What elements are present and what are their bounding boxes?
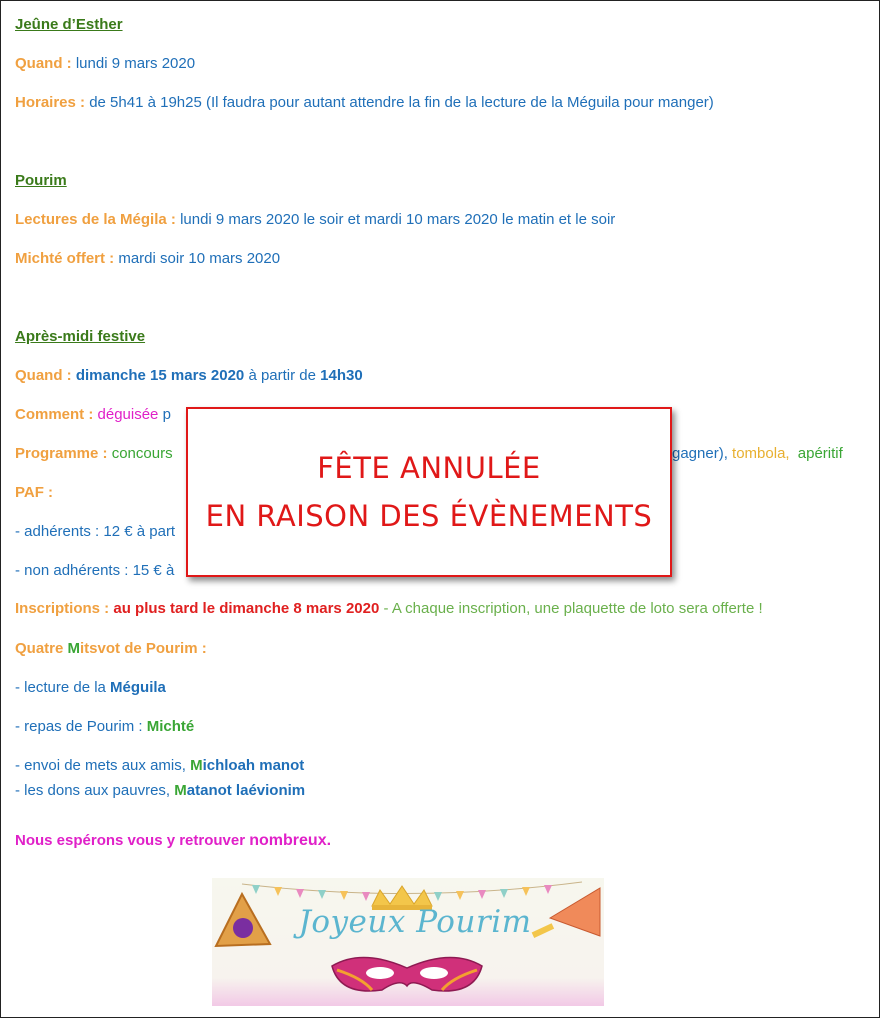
cancellation-notice: [186, 407, 672, 577]
festive-adherents-line: - adhérents : 12 € à part: [15, 523, 176, 540]
banner-title: Joyeux Pourim: [298, 904, 532, 940]
cancellation-line-2: EN RAISON DES ÉVÈNEMENTS: [205, 499, 653, 533]
festive-non-adherents-line: - non adhérents : 15 € à: [15, 562, 175, 579]
festive-quand-line: Quand : dimanche 15 mars 2020 à partir de 14h30: [15, 367, 363, 384]
festive-programme-line: Programme : concours: [15, 445, 173, 462]
festive-inscriptions-line: Inscriptions : au plus tard le dimanche 8 mars 2020 - A chaque inscription, une plaquette de loto sera offerte !: [15, 600, 763, 617]
esther-section-title: Jeûne d’Esther: [15, 16, 123, 33]
festive-comment-line: Comment : déguisée p: [15, 406, 171, 423]
mitsvot-item-repas: - repas de Pourim : Michté: [15, 718, 195, 735]
esther-quand-line: Quand : lundi 9 mars 2020: [15, 55, 196, 72]
mitsvot-item-lecture: - lecture de la Méguila: [15, 679, 166, 696]
mitsvot-item-dons: - les dons aux pauvres, Matanot laévionim: [15, 782, 306, 799]
festive-section-title: Après-midi festive: [15, 328, 146, 345]
esther-horaires-line: Horaires : de 5h41 à 19h25 (Il faudra pour autant attendre la fin de la lecture de la Méguila pour manger): [15, 94, 714, 111]
banner-decoration: [212, 878, 604, 1006]
pourim-lectures-line: Lectures de la Mégila : lundi 9 mars 2020 le soir et mardi 10 mars 2020 le matin et le soir: [15, 211, 616, 228]
cancellation-line-1: FÊTE ANNULÉE: [317, 451, 541, 485]
closing-line: Nous espérons vous y retrouver nombreux.: [15, 832, 332, 849]
joyeux-pourim-banner: [212, 878, 604, 1006]
mitsvot-title: Quatre Mitsvot de Pourim :: [15, 640, 207, 657]
festive-programme-tail: gagner), tombola, apéritif: [672, 445, 843, 462]
pourim-section-title: Pourim: [15, 172, 67, 189]
pourim-michte-line: Michté offert : mardi soir 10 mars 2020: [15, 250, 281, 267]
festive-paf-label: PAF :: [15, 484, 54, 501]
mitsvot-item-envoi: - envoi de mets aux amis, Michloah manot: [15, 757, 305, 774]
